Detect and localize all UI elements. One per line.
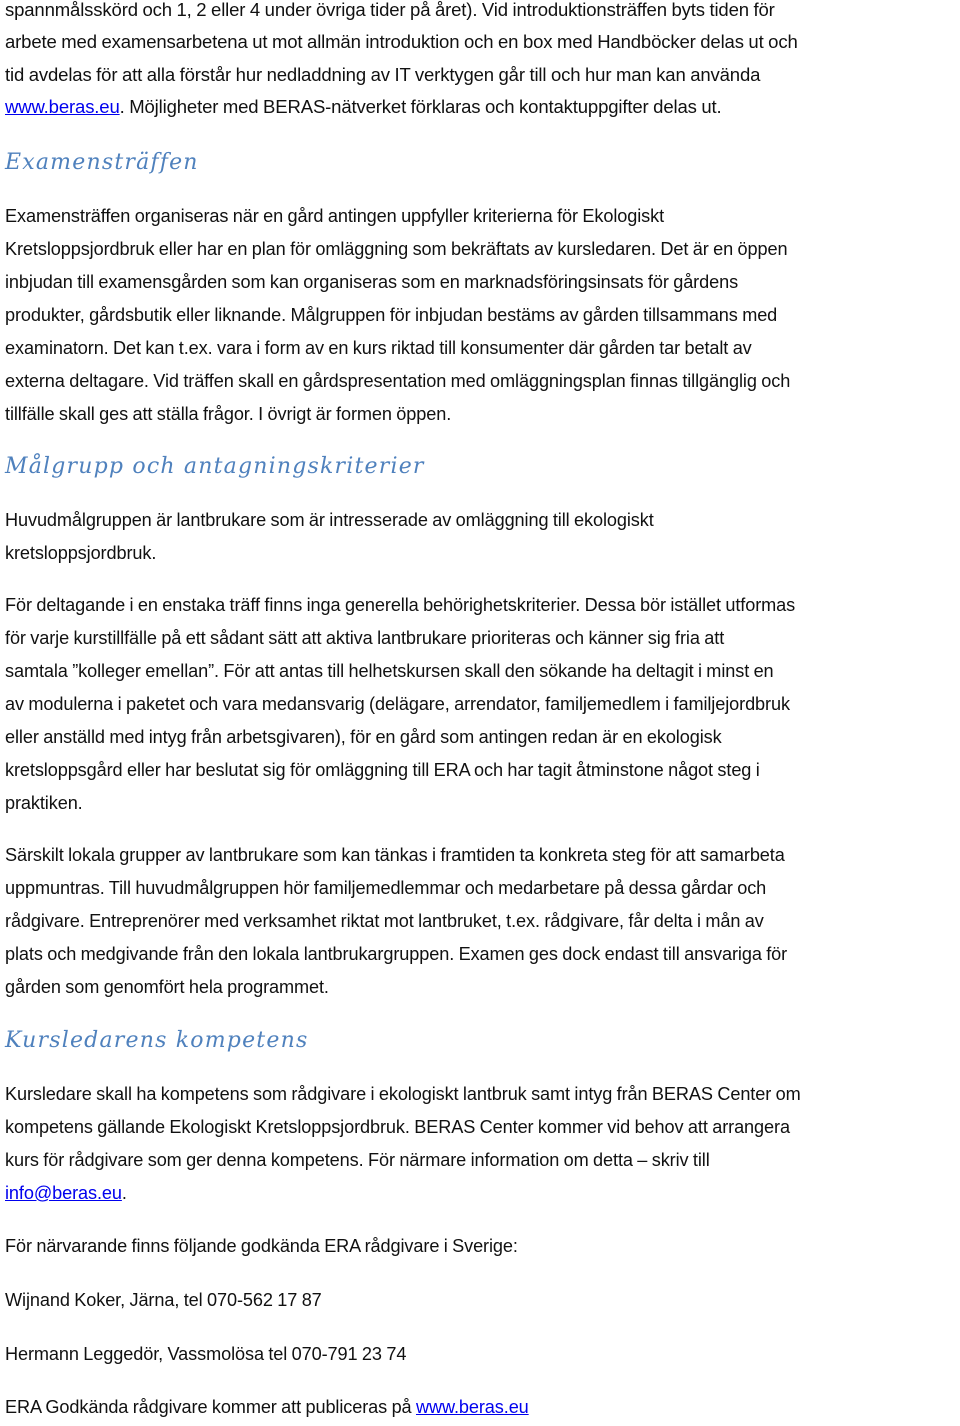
text-line: Hermann Leggedör, Vassmolösa tel 070-791 23 74 (5, 1344, 407, 1364)
text-span: ERA Godkända rådgivare kommer att publiceras på (5, 1397, 416, 1417)
text-line: Kursledare skall ha kompetens som rådgivare i ekologiskt lantbruk samt intyg från BERAS Center om (5, 1084, 801, 1104)
advisors-intro (5, 1230, 960, 1263)
text-line: Wijnand Koker, Järna, tel 070-562 17 87 (5, 1290, 322, 1310)
text-line: för varje kurstillfälle på ett sådant sätt att aktiva lantbrukare prioriteras och känner sig fria att (5, 628, 725, 648)
text-line: kompetens gällande Ekologiskt Kretsloppsjordbruk. BERAS Center kommer vid behov att arrangera (5, 1117, 790, 1137)
text-line (5, 91, 957, 123)
text-line: samtala ”kolleger emellan”. För att antas till helhetskursen skall den sökande ha deltagit i minst en (5, 661, 774, 681)
text-line: För deltagande i en enstaka träff finns inga generella behörighetskriterier. Dessa bör istället utformas (5, 595, 796, 615)
text-line: tid avdelas för att alla förstår hur nedladdning av IT verktygen går till och hur man kan använda (5, 63, 761, 85)
malgrupp-paragraph-2 (5, 589, 960, 820)
advisor-entry (5, 1284, 960, 1317)
text-line: inbjudan till examensgården som kan organiseras som en marknadsföringsinsats för gårdens (5, 272, 739, 292)
text-line: Särskilt lokala grupper av lantbrukare som kan tänkas i framtiden ta konkreta steg för att samarbeta (5, 845, 785, 865)
text-line: rådgivare. Entreprenörer med verksamhet riktat mot lantbruket, t.ex. rådgivare, får delta i mån av (5, 911, 764, 931)
text-line: plats och medgivande från den lokala lantbrukargruppen. Examen ges dock endast till ansvariga för (5, 944, 788, 964)
text-line: Kretsloppsjordbruk eller har en plan för omläggning som bekräftats av kursledaren. Det är en öppen (5, 239, 788, 259)
text-line: Huvudmålgruppen är lantbrukare som är intresserade av omläggning till ekologiskt (5, 510, 654, 530)
advisor-entry (5, 1338, 960, 1371)
text-line: arbete med examensarbetena ut mot allmän introduktion och en box med Handböcker delas ut och (5, 31, 798, 53)
text-span: . (121, 1183, 127, 1203)
text-line (5, 1391, 957, 1424)
email-link[interactable]: info@beras.eu (5, 1183, 122, 1203)
text-line: För närvarande finns följande godkända ERA rådgivare i Sverige: (5, 1236, 518, 1256)
text-line: tillfälle skall ges att ställa frågor. I övrigt är formen öppen. (5, 404, 452, 424)
section-heading-examen: Examensträffen (5, 150, 199, 175)
section-heading-kursledare: Kursledarens kompetens (5, 1028, 309, 1053)
text-line: uppmuntras. Till huvudmålgruppen hör familjemedlemmar och medarbetare på dessa gårdar och (5, 878, 767, 898)
examen-paragraph (5, 200, 960, 431)
text-line (5, 1177, 957, 1210)
beras-link[interactable]: www.beras.eu (5, 96, 120, 118)
text-line: produkter, gårdsbutik eller liknande. Målgruppen för inbjudan bestäms av gården tillsammans med (5, 305, 778, 325)
malgrupp-paragraph-1 (5, 504, 960, 570)
malgrupp-paragraph-3 (5, 839, 960, 1004)
text-span: . Möjligheter med BERAS-nätverket förklaras och kontaktuppgifter delas ut. (119, 96, 722, 118)
text-line: kurs för rådgivare som ger denna kompetens. För närmare information om detta – skriv till (5, 1150, 710, 1170)
text-line: kretsloppsgård eller har beslutat sig för omläggning till ERA och har tagit åtminstone något steg i (5, 760, 760, 780)
section-heading-malgrupp: Målgrupp och antagningskriterier (5, 454, 425, 479)
intro-paragraph (5, 0, 960, 124)
text-line: eller anställd med intyg från arbetsgivaren), för en gård som antingen redan är en ekologisk (5, 727, 722, 747)
text-line: externa deltagare. Vid träffen skall en gårdspresentation med omläggningsplan finnas tillgänglig och (5, 371, 791, 391)
text-line: Examensträffen organiseras när en gård antingen uppfyller kriterierna för Ekologiskt (5, 206, 665, 226)
text-line: spannmålsskörd och 1, 2 eller 4 under övriga tider på året). Vid introduktionsträffen byts tiden för (5, 0, 775, 20)
closing-line (5, 1391, 960, 1424)
text-line: av modulerna i paketet och vara medansvarig (delägare, arrendator, familjemedlem i familjejordbruk (5, 694, 790, 714)
text-line: praktiken. (5, 793, 83, 813)
kursledare-paragraph (5, 1078, 960, 1210)
beras-link[interactable]: www.beras.eu (415, 1397, 529, 1417)
text-line: kretsloppsjordbruk. (5, 543, 157, 563)
text-line: examinatorn. Det kan t.ex. vara i form av en kurs riktad till konsumenter där gården tar betalt av (5, 338, 752, 358)
text-line: gården som genomfört hela programmet. (5, 977, 329, 997)
